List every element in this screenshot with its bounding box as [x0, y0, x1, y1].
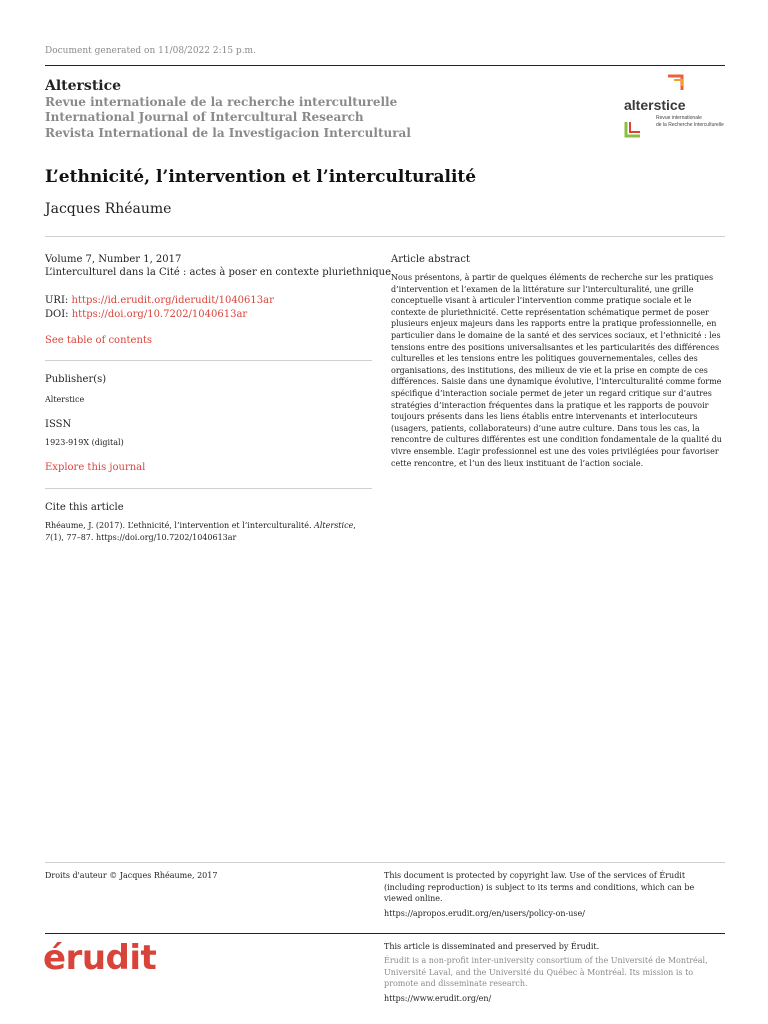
- cite-heading: Cite this article: [45, 502, 124, 513]
- citation-part-3: (1), 77–87. https://doi.org/10.7202/1040613ar: [50, 533, 237, 542]
- article-author: Jacques Rhéaume: [45, 201, 172, 217]
- citation-part-1: Rhéaume, J. (2017). L’ethnicité, l’intervention et l’interculturalité.: [45, 521, 315, 530]
- doi-link[interactable]: https://doi.org/10.7202/1040613ar: [71, 309, 248, 320]
- journal-name: Alterstice: [45, 78, 122, 94]
- disseminated-text: This article is disseminated and preserved by Érudit.: [384, 942, 600, 951]
- toc-link[interactable]: See table of contents: [45, 335, 153, 346]
- consortium-text: Érudit is a non-profit inter-university consortium of the Université de Montréal, Université Laval, and the Université du Québec à Montréal. Its mission is to promote and disseminate research.: [384, 956, 708, 988]
- doi-line: [45, 309, 247, 320]
- issn-value: 1923-919X (digital): [45, 438, 124, 447]
- journal-subtitle-en: International Journal of Intercultural Research: [45, 110, 364, 124]
- publisher-heading: Publisher(s): [45, 374, 107, 385]
- divider-after-author: [45, 236, 725, 237]
- abstract-heading: Article abstract: [391, 254, 470, 265]
- footer-dark-rule: [45, 933, 725, 934]
- citation-part-2: ,: [353, 521, 356, 530]
- volume-info: Volume 7, Number 1, 2017: [45, 254, 182, 265]
- journal-subtitle-fr: Revue internationale de la recherche interculturelle: [45, 95, 398, 109]
- logo-line-1: Revue internationale: [656, 115, 702, 121]
- article-title: L’ethnicité, l’intervention et l’interculturalité: [45, 167, 477, 187]
- generated-date: Document generated on 11/08/2022 2:15 p.m.: [45, 46, 256, 56]
- doi-label: DOI:: [45, 309, 72, 320]
- top-rule: [45, 65, 725, 66]
- citation-volume: 7: [45, 533, 51, 542]
- explore-journal-link[interactable]: Explore this journal: [45, 462, 146, 473]
- uri-label: URI:: [45, 295, 72, 306]
- abstract-text: Nous présentons, à partir de quelques éléments de recherche sur les pratiques d’intervention et l’examen de la littérature sur l’interculturalité, une grille conceptuelle visant à articuler l’intervention comme pratique sociale et le contexte de pluriethnicité. Cette représentation schématique permet de poser plusieurs enjeux majeurs dans les rapports entre la pratique professionnelle, en particulier dans le domaine de la santé et des services sociaux, et l’ethnicité : les tensions entre des positions universalisantes et les particularités des différences culturelles et les tensions entre les politiques gouvernementales, celles des organisations, des institutions, des milieux de vie et la prise en compte de ces différences. Saisie dans une dynamique évolutive, l’interculturalité comme forme spécifique d’interaction sociale permet de jeter un regard critique sur d’autres stratégies d’interaction fréquentes dans la pratique et les rapports de pouvoir toujours présents dans les liens établis entre intervenants et interlocuteurs (usagers, patients, collaborateurs) d’une autre culture. Dans tous les cas, la rencontre de cultures différentes est une condition fondamentale de la qualité du vivre ensemble. L’agir professionnel est une des voies privilégiées pour favoriser cette rencontre, et l’un des lieux instituant de l’action sociale.: [391, 273, 722, 468]
- divider-left-2: [45, 488, 372, 489]
- footer-divider: [45, 862, 725, 863]
- publisher-name: Alterstice: [45, 395, 85, 404]
- citation-journal: Alterstice: [314, 521, 354, 530]
- uri-link[interactable]: https://id.erudit.org/iderudit/1040613ar: [71, 295, 274, 306]
- journal-subtitle-es: Revista International de la Investigacion Intercultural: [45, 126, 411, 140]
- erudit-logo: érudit: [43, 938, 157, 978]
- citation-text: [45, 520, 367, 544]
- uri-line: [45, 295, 274, 306]
- divider-left-1: [45, 360, 372, 361]
- logo-word: alterstice: [624, 97, 686, 113]
- policy-link[interactable]: https://apropos.erudit.org/en/users/policy-on-use/: [384, 909, 585, 918]
- alterstice-logo: [620, 72, 730, 142]
- issn-heading: ISSN: [45, 419, 72, 430]
- logo-line-2: de la Recherche Interculturelle: [656, 122, 724, 128]
- issue-title: L’interculturel dans la Cité : actes à poser en contexte pluriethnique: [45, 267, 391, 278]
- protected-text: This document is protected by copyright law. Use of the services of Érudit (including reproduction) is subject to its terms and conditions, which can be viewed online.: [384, 871, 695, 903]
- copyright-text: Droits d'auteur © Jacques Rhéaume, 2017: [45, 871, 218, 880]
- erudit-link[interactable]: https://www.erudit.org/en/: [384, 994, 492, 1003]
